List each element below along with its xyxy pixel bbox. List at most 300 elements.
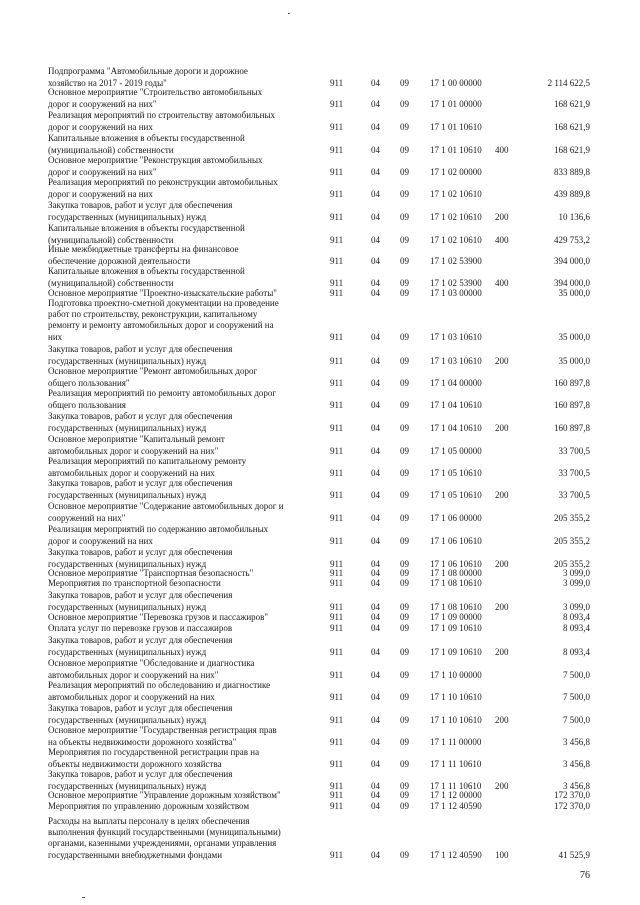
code-pr: 09: [400, 736, 409, 747]
table-row: [0, 590, 640, 613]
row-name-line: хозяйство на 2017 - 2019 годы": [48, 77, 167, 88]
table-row: [0, 110, 640, 133]
code-gr: 911: [330, 489, 344, 500]
amount: 160 897,8: [554, 399, 590, 410]
amount: 205 355,2: [554, 558, 590, 569]
row-name-line: обеспечение дорожной деятельности: [48, 255, 191, 266]
row-name: [48, 635, 318, 658]
code-pr: 09: [400, 512, 409, 523]
code-pr: 09: [400, 331, 409, 342]
amount: 3 456,8: [563, 758, 590, 769]
code-gr: 911: [330, 77, 344, 88]
row-name-line: дорог и сооружений на них": [48, 98, 157, 109]
row-name-line: Капитальные вложения в объекты государственной: [48, 133, 245, 144]
table-row: [0, 747, 640, 770]
table-row: [0, 344, 640, 367]
code-gr: 911: [330, 211, 344, 222]
row-name: [48, 623, 318, 634]
code-cs: 17 1 11 10610: [430, 780, 482, 791]
row-name-line: дорог и сооружений на них": [48, 166, 157, 177]
amount: 7 500,0: [563, 714, 590, 725]
amount: 3 456,8: [563, 780, 590, 791]
row-name-line: общего пользования": [48, 377, 130, 388]
amount: 3 099,0: [563, 577, 590, 588]
code-pr: 09: [400, 558, 409, 569]
code-vr: 200: [495, 211, 509, 222]
code-cs: 17 1 09 10610: [430, 646, 482, 657]
amount: 41 525,9: [558, 849, 590, 860]
row-name: [48, 344, 318, 367]
code-gr: 911: [330, 601, 344, 612]
code-cs: 17 1 05 10610: [430, 467, 482, 478]
amount: 7 500,0: [563, 691, 590, 702]
code-cs: 17 1 08 10610: [430, 601, 482, 612]
code-pr: 09: [400, 758, 409, 769]
code-cs: 17 1 10 10610: [430, 691, 482, 702]
code-cs: 17 1 01 00000: [430, 98, 482, 109]
scan-speck: [82, 897, 85, 898]
code-rz: 04: [371, 166, 380, 177]
row-name-line: Реализация мероприятий по строительству автомобильных: [48, 110, 275, 121]
table-row: [0, 244, 640, 267]
table-row: [0, 725, 640, 748]
table-row: [0, 411, 640, 434]
code-pr: 09: [400, 611, 409, 622]
code-rz: 04: [371, 611, 380, 622]
table-row: [0, 524, 640, 547]
code-rz: 04: [371, 601, 380, 612]
row-name-line: Реализация мероприятий по содержанию автомобильных: [48, 524, 269, 535]
code-gr: 911: [330, 512, 344, 523]
row-name-line: ремонту и ремонту автомобильных дорог и сооружений на: [48, 320, 274, 331]
code-cs: 17 1 06 00000: [430, 512, 482, 523]
code-gr: 911: [330, 399, 344, 410]
row-name-line: государственных (муниципальных) нужд: [48, 558, 207, 569]
code-rz: 04: [371, 399, 380, 410]
code-rz: 04: [371, 77, 380, 88]
code-cs: 17 1 10 00000: [430, 669, 482, 680]
table-row: [0, 547, 640, 570]
table-row: [0, 478, 640, 501]
code-rz: 04: [371, 355, 380, 366]
row-name-line: дорог и сооружений на них: [48, 121, 153, 132]
code-gr: 911: [330, 800, 344, 811]
row-name-line: Мероприятия по государственной регистрации прав на: [48, 747, 260, 758]
code-rz: 04: [371, 535, 380, 546]
table-row: [0, 200, 640, 223]
code-pr: 09: [400, 849, 409, 860]
row-name-line: Закупка товаров, работ и услуг для обеспечения: [48, 411, 233, 422]
code-gr: 911: [330, 445, 344, 456]
row-name-line: государственных (муниципальных) нужд: [48, 780, 207, 791]
row-name-line: государственных (муниципальных) нужд: [48, 714, 207, 725]
code-rz: 04: [371, 800, 380, 811]
table-row: [0, 658, 640, 681]
code-cs: 17 1 05 00000: [430, 445, 482, 456]
code-vr: 200: [495, 714, 509, 725]
row-name: [48, 680, 318, 703]
table-row: [0, 680, 640, 703]
row-name-line: автомобильных дорог и сооружений на них: [48, 691, 215, 702]
table-row: [0, 623, 640, 634]
code-rz: 04: [371, 277, 380, 288]
code-cs: 17 1 02 53900: [430, 255, 482, 266]
code-gr: 911: [330, 98, 344, 109]
row-name: [48, 578, 318, 589]
row-name: [48, 434, 318, 457]
row-name: [48, 388, 318, 411]
amount: 35 000,0: [558, 287, 590, 298]
amount: 8 093,4: [563, 622, 590, 633]
code-pr: 09: [400, 714, 409, 725]
row-name: [48, 658, 318, 681]
code-cs: 17 1 02 10610: [430, 211, 482, 222]
code-rz: 04: [371, 714, 380, 725]
row-name: [48, 66, 318, 89]
row-name-line: Подпрограмма "Автомобильные дороги и дорожное: [48, 66, 248, 77]
code-vr: 400: [495, 277, 509, 288]
amount: 168 621,9: [554, 144, 590, 155]
code-vr: 400: [495, 144, 509, 155]
row-name-line: Капитальные вложения в объекты государственной: [48, 223, 245, 234]
code-cs: 17 1 02 00000: [430, 166, 482, 177]
scan-speck: [288, 13, 290, 14]
row-name-line: Капитальные вложения в объекты государственной: [48, 266, 245, 277]
code-gr: 911: [330, 166, 344, 177]
code-pr: 09: [400, 622, 409, 633]
row-name-line: (муниципальной) собственности: [48, 144, 174, 155]
code-gr: 911: [330, 355, 344, 366]
amount: 168 621,9: [554, 121, 590, 132]
row-name: [48, 801, 318, 812]
row-name-line: Основное мероприятие "Содержание автомобильных дорог и: [48, 501, 284, 512]
code-gr: 911: [330, 121, 344, 132]
code-gr: 911: [330, 188, 344, 199]
code-gr: 911: [330, 646, 344, 657]
code-pr: 09: [400, 287, 409, 298]
code-vr: 200: [495, 601, 509, 612]
code-gr: 911: [330, 669, 344, 680]
row-name-line: Основное мероприятие "Управление дорожным хозяйством": [48, 789, 281, 800]
code-pr: 09: [400, 535, 409, 546]
row-name-line: Мероприятия по управлению дорожным хозяйством: [48, 800, 250, 811]
row-name-line: Основное мероприятие "Капитальный ремонт: [48, 434, 225, 445]
code-rz: 04: [371, 489, 380, 500]
row-name-line: Основное мероприятие "Государственная регистрация прав: [48, 725, 277, 736]
code-gr: 911: [330, 558, 344, 569]
code-cs: 17 1 02 10610: [430, 188, 482, 199]
amount: 394 000,0: [554, 255, 590, 266]
code-gr: 911: [330, 736, 344, 747]
code-pr: 09: [400, 399, 409, 410]
table-row: [0, 155, 640, 178]
row-name-line: государственных (муниципальных) нужд: [48, 422, 207, 433]
code-gr: 911: [330, 255, 344, 266]
code-rz: 04: [371, 789, 380, 800]
code-pr: 09: [400, 377, 409, 388]
table-row: [0, 66, 640, 89]
code-cs: 17 1 03 10610: [430, 331, 482, 342]
code-pr: 09: [400, 77, 409, 88]
row-name: [48, 725, 318, 748]
row-name-line: Основное мероприятие "Обследование и диагностика: [48, 658, 255, 669]
row-name: [48, 266, 318, 289]
row-name-line: Закупка товаров, работ и услуг для обеспечения: [48, 590, 233, 601]
code-cs: 17 1 04 00000: [430, 377, 482, 388]
amount: 205 355,2: [554, 535, 590, 546]
amount: 33 700,5: [558, 489, 590, 500]
row-name-line: государственных (муниципальных) нужд: [48, 646, 207, 657]
row-name-line: (муниципальной) собственности: [48, 234, 174, 245]
code-rz: 04: [371, 377, 380, 388]
amount: 439 889,8: [554, 188, 590, 199]
row-name: [48, 590, 318, 613]
code-pr: 09: [400, 577, 409, 588]
code-gr: 911: [330, 144, 344, 155]
code-pr: 09: [400, 234, 409, 245]
row-name-line: дорог и сооружений на них: [48, 188, 153, 199]
code-pr: 09: [400, 277, 409, 288]
row-name: [48, 501, 318, 524]
code-cs: 17 1 12 00000: [430, 789, 482, 800]
code-rz: 04: [371, 646, 380, 657]
row-name: [48, 769, 318, 792]
amount: 3 099,0: [563, 567, 590, 578]
code-rz: 04: [371, 669, 380, 680]
code-rz: 04: [371, 558, 380, 569]
amount: 394 000,0: [554, 277, 590, 288]
amount: 3 456,8: [563, 736, 590, 747]
code-cs: 17 1 01 10610: [430, 144, 482, 155]
amount: 35 000,0: [558, 331, 590, 342]
code-rz: 04: [371, 622, 380, 633]
table-row: [0, 133, 640, 156]
code-gr: 911: [330, 377, 344, 388]
row-name-line: выполнения функций государственными (муниципальными): [48, 827, 281, 838]
code-pr: 09: [400, 669, 409, 680]
code-rz: 04: [371, 331, 380, 342]
amount: 160 897,8: [554, 377, 590, 388]
row-name-line: Закупка товаров, работ и услуг для обеспечения: [48, 635, 233, 646]
row-name-line: автомобильных дорог и сооружений на них": [48, 669, 219, 680]
row-name-line: работ по строительству, реконструкции, капитальному: [48, 309, 258, 320]
row-name: [48, 456, 318, 479]
row-name-line: государственными внебюджетными фондами: [48, 849, 223, 860]
row-name-line: Основное мероприятие "Перевозка грузов и пассажиров": [48, 611, 269, 622]
row-name-line: Реализация мероприятий по капитальному ремонту: [48, 456, 247, 467]
row-name: [48, 298, 318, 343]
amount: 2 114 622,5: [547, 77, 590, 88]
code-cs: 17 1 08 00000: [430, 567, 482, 578]
table-row: [0, 434, 640, 457]
code-vr: 200: [495, 646, 509, 657]
row-name-line: Мероприятия по транспортной безопасности: [48, 577, 221, 588]
code-rz: 04: [371, 234, 380, 245]
table-row: [0, 388, 640, 411]
code-gr: 911: [330, 331, 344, 342]
code-cs: 17 1 12 40590: [430, 849, 482, 860]
code-pr: 09: [400, 445, 409, 456]
code-gr: 911: [330, 535, 344, 546]
code-pr: 09: [400, 166, 409, 177]
row-name-line: Основное мероприятие "Транспортная безопасность": [48, 567, 254, 578]
row-name-line: автомобильных дорог и сооружений на них": [48, 445, 219, 456]
code-pr: 09: [400, 646, 409, 657]
row-name-line: Реализация мероприятий по ремонту автомобильных дорог: [48, 388, 277, 399]
amount: 160 897,8: [554, 422, 590, 433]
row-name: [48, 133, 318, 156]
row-name-line: Реализация мероприятий по реконструкции автомобильных: [48, 177, 278, 188]
row-name-line: Оплата услуг по перевозке грузов и пассажиров: [48, 622, 233, 633]
code-rz: 04: [371, 691, 380, 702]
row-name-line: Закупка товаров, работ и услуг для обеспечения: [48, 769, 233, 780]
row-name-line: автомобильных дорог и сооружений на них: [48, 467, 215, 478]
code-cs: 17 1 04 10610: [430, 422, 482, 433]
code-cs: 17 1 11 00000: [430, 736, 482, 747]
code-cs: 17 1 11 10610: [430, 758, 482, 769]
row-name: [48, 547, 318, 570]
row-name-line: Расходы на выплаты персоналу в целях обеспечения: [48, 815, 250, 826]
code-pr: 09: [400, 800, 409, 811]
code-vr: 200: [495, 489, 509, 500]
code-cs: 17 1 02 10610: [430, 234, 482, 245]
code-rz: 04: [371, 287, 380, 298]
amount: 168 621,9: [554, 98, 590, 109]
row-name: [48, 747, 318, 770]
code-pr: 09: [400, 567, 409, 578]
code-cs: 17 1 09 10610: [430, 622, 482, 633]
amount: 172 370,0: [554, 789, 590, 800]
code-gr: 911: [330, 849, 344, 860]
row-name-line: Закупка товаров, работ и услуг для обеспечения: [48, 547, 233, 558]
amount: 7 500,0: [563, 669, 590, 680]
code-pr: 09: [400, 355, 409, 366]
amount: 33 700,5: [558, 467, 590, 478]
code-gr: 911: [330, 277, 344, 288]
amount: 8 093,4: [563, 611, 590, 622]
amount: 33 700,5: [558, 445, 590, 456]
amount: 3 099,0: [563, 601, 590, 612]
row-name-line: государственных (муниципальных) нужд: [48, 601, 207, 612]
table-row: [0, 223, 640, 246]
row-name: [48, 703, 318, 726]
code-gr: 911: [330, 467, 344, 478]
row-name-line: Закупка товаров, работ и услуг для обеспечения: [48, 478, 233, 489]
row-name: [48, 366, 318, 389]
code-cs: 17 1 03 10610: [430, 355, 482, 366]
row-name: [48, 478, 318, 501]
code-cs: 17 1 10 10610: [430, 714, 482, 725]
code-gr: 911: [330, 714, 344, 725]
code-rz: 04: [371, 467, 380, 478]
row-name-line: Основное мероприятие "Реконструкция автомобильных: [48, 155, 263, 166]
code-rz: 04: [371, 567, 380, 578]
code-gr: 911: [330, 691, 344, 702]
code-gr: 911: [330, 287, 344, 298]
code-cs: 17 1 08 10610: [430, 577, 482, 588]
code-rz: 04: [371, 188, 380, 199]
code-cs: 17 1 09 00000: [430, 611, 482, 622]
code-cs: 17 1 04 10610: [430, 399, 482, 410]
code-pr: 09: [400, 121, 409, 132]
table-row: [0, 266, 640, 289]
code-gr: 911: [330, 758, 344, 769]
row-name: [48, 223, 318, 246]
row-name: [48, 200, 318, 223]
code-cs: 17 1 12 40590: [430, 800, 482, 811]
code-pr: 09: [400, 489, 409, 500]
code-pr: 09: [400, 691, 409, 702]
code-gr: 911: [330, 789, 344, 800]
code-rz: 04: [371, 121, 380, 132]
code-pr: 09: [400, 467, 409, 478]
code-rz: 04: [371, 98, 380, 109]
code-rz: 04: [371, 211, 380, 222]
row-name-line: Основное мероприятие "Ремонт автомобильных дорог: [48, 366, 258, 377]
code-vr: 400: [495, 234, 509, 245]
code-rz: 04: [371, 577, 380, 588]
row-name-line: Основное мероприятие "Строительство автомобильных: [48, 87, 263, 98]
amount: 172 370,0: [554, 800, 590, 811]
code-rz: 04: [371, 255, 380, 266]
code-cs: 17 1 02 53900: [430, 277, 482, 288]
code-pr: 09: [400, 780, 409, 791]
code-rz: 04: [371, 758, 380, 769]
code-rz: 04: [371, 144, 380, 155]
row-name-line: сооружений на них": [48, 512, 126, 523]
code-pr: 09: [400, 789, 409, 800]
row-name: [48, 87, 318, 110]
table-row: [0, 801, 640, 812]
table-row: [0, 703, 640, 726]
row-name-line: объекты недвижимости дорожного хозяйства: [48, 758, 222, 769]
table-row: [0, 769, 640, 792]
table-row: [0, 635, 640, 658]
code-vr: 200: [495, 422, 509, 433]
code-pr: 09: [400, 255, 409, 266]
row-name-line: Реализация мероприятий по обследованию и диагностике: [48, 680, 271, 691]
amount: 8 093,4: [563, 646, 590, 657]
table-row: [0, 177, 640, 200]
code-pr: 09: [400, 211, 409, 222]
code-cs: 17 1 03 00000: [430, 287, 482, 298]
code-cs: 17 1 06 10610: [430, 558, 482, 569]
code-gr: 911: [330, 567, 344, 578]
amount: 35 000,0: [558, 355, 590, 366]
table-row: [0, 298, 640, 343]
row-name: [48, 244, 318, 267]
row-name-line: них: [48, 331, 63, 342]
code-rz: 04: [371, 736, 380, 747]
amount: 205 355,2: [554, 512, 590, 523]
table-row: [0, 816, 640, 861]
row-name-line: органами, казенными учреждениями, органами управления: [48, 838, 277, 849]
amount: 833 889,8: [554, 166, 590, 177]
code-gr: 911: [330, 780, 344, 791]
code-gr: 911: [330, 234, 344, 245]
code-gr: 911: [330, 422, 344, 433]
table-row: [0, 578, 640, 589]
row-name: [48, 816, 318, 861]
code-rz: 04: [371, 849, 380, 860]
table-row: [0, 456, 640, 479]
row-name: [48, 411, 318, 434]
row-name-line: дорог и сооружений на них: [48, 535, 153, 546]
row-name-line: Основное мероприятие "Проектно-изыскательские работы": [48, 287, 277, 298]
row-name-line: Иные межбюджетные трансферты на финансовое: [48, 244, 239, 255]
row-name-line: Подготовка проектно-сметной документации на проведение: [48, 297, 279, 308]
code-rz: 04: [371, 780, 380, 791]
